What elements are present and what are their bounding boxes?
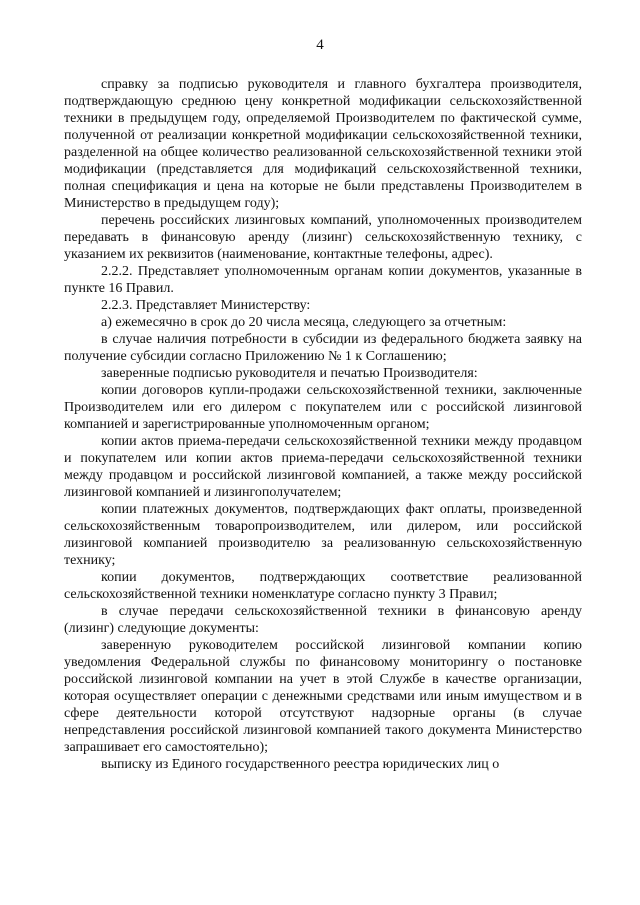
paragraph-sale-contracts-copies: копии договоров купли-продажи сельскохозяйственной техники, заключенные Производителем или его дилером с покупателем или с российской лизинговой компанией и зарегистрированные уполномоченным органом; (64, 383, 582, 432)
paragraph-clause-2-2-2: 2.2.2. Представляет уполномоченным органам копии документов, указанные в пункте 16 Правил. (64, 264, 582, 296)
paragraph-financial-monitoring-notice: заверенную руководителем российской лизинговой компании копию уведомления Федеральной службы по финансовому мониторингу о постановке российской лизинговой компании на учет в этой Службе в качестве организации, которая осуществляет операции с денежными средствами или иным имуществом и в сфере деятельности которой отсутствуют надзорные органы (в случае непредставления российской лизинговой компанией такого документа Министерство запрашивает его самостоятельно); (64, 638, 582, 755)
paragraph-producer-price-certificate: справку за подписью руководителя и главного бухгалтера производителя, подтверждающую среднюю цену конкретной модификации сельскохозяйственной техники в предыдущем году, определяемой Производителем по фактической сумме, полученной от реализации конкретной модификации сельскохозяйственной техники, разделенной на общее количество реализованной сельскохозяйственной техники этой модификации (представляется для модификаций сельскохозяйственной техники, полная спецификация и цена на которые не были представлены Производителем в Министерство в предыдущем году); (64, 77, 582, 211)
paragraph-legal-entities-register-extract: выписку из Единого государственного реестра юридических лиц о (101, 757, 500, 772)
paragraph-subsidy-application: в случае наличия потребности в субсидии из федерального бюджета заявку на получение субсидии согласно Приложению № 1 к Соглашению; (64, 332, 582, 364)
page-number: 4 (316, 37, 324, 53)
paragraph-item-a-monthly: а) ежемесячно в срок до 20 числа месяца, следующего за отчетным: (101, 315, 507, 330)
paragraph-payment-documents-copies: копии платежных документов, подтверждающих факт оплаты, произведенной сельскохозяйственным товаропроизводителем, или дилером, или российской лизинговой компанией производителю за реализованную сельскохозяйственную технику; (64, 502, 582, 568)
paragraph-transfer-acts-copies: копии актов приема-передачи сельскохозяйственной техники между продавцом и покупателем или копии актов приема-передачи сельскохозяйственной техники между продавцом и российской лизинговой компанией, а также между российской лизинговой компанией и лизингополучателем; (64, 434, 582, 500)
paragraph-conformity-documents-copies: копии документов, подтверждающих соответствие реализованной сельскохозяйственной техники номенклатуре согласно пункту 3 Правил; (64, 570, 582, 602)
paragraph-certified-documents: заверенные подписью руководителя и печатью Производителя: (101, 366, 478, 381)
paragraph-leasing-companies-list: перечень российских лизинговых компаний, уполномоченных производителем передавать в финансовую аренду (лизинг) сельскохозяйственную технику, с указанием их реквизитов (наименование, контактные телефоны, адрес). (64, 213, 582, 262)
paragraph-leasing-case-documents: в случае передачи сельскохозяйственной техники в финансовую аренду (лизинг) следующие документы: (64, 604, 582, 636)
document-body (64, 76, 582, 773)
paragraph-clause-2-2-3: 2.2.3. Представляет Министерству: (101, 298, 311, 313)
